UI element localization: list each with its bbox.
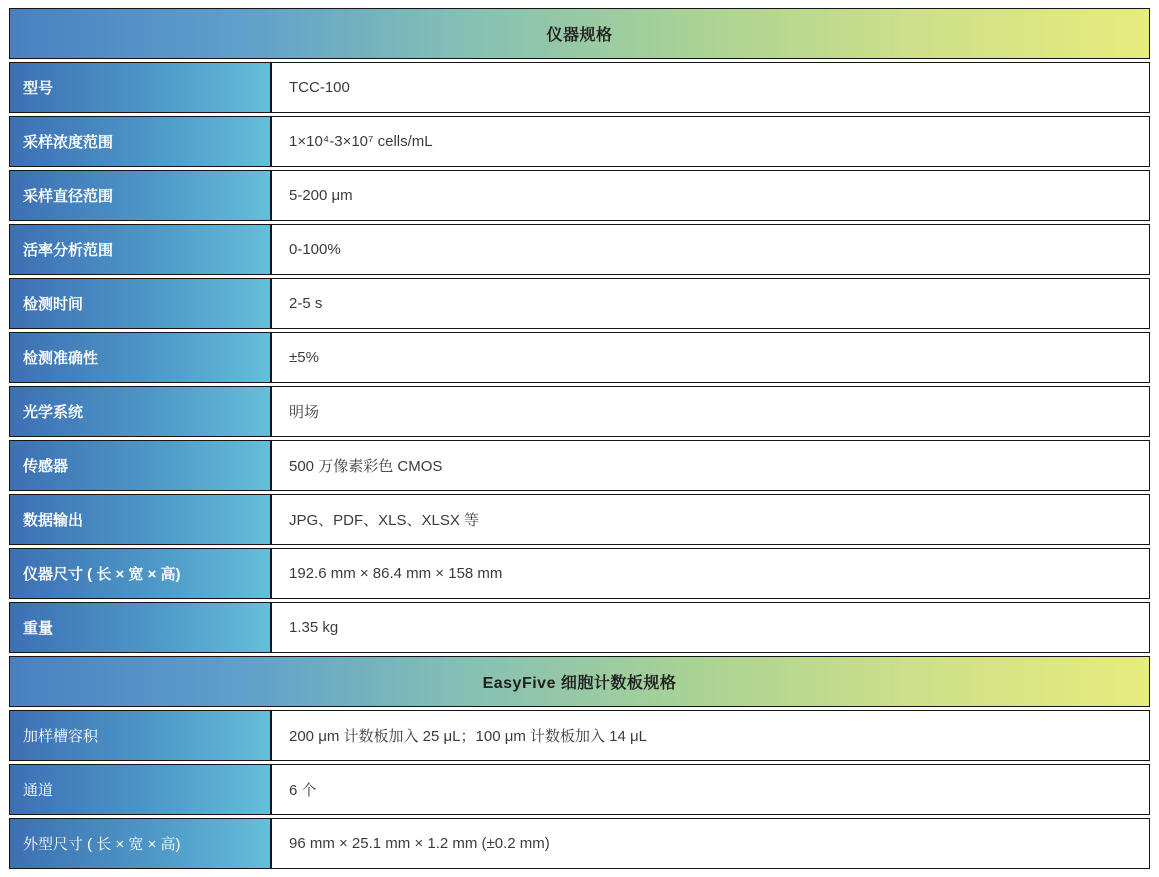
spec-value: 96 mm × 25.1 mm × 1.2 mm (±0.2 mm) — [271, 818, 1150, 869]
spec-value: 1.35 kg — [271, 602, 1150, 653]
spec-value: JPG、PDF、XLS、XLSX 等 — [271, 494, 1150, 545]
spec-value: 0-100% — [271, 224, 1150, 275]
spec-value: 200 μm 计数板加入 25 μL；100 μm 计数板加入 14 μL — [271, 710, 1150, 761]
spec-label: 光学系统 — [9, 386, 271, 437]
spec-label: 重量 — [9, 602, 271, 653]
spec-label: 型号 — [9, 62, 271, 113]
spec-row — [9, 710, 1150, 761]
spec-row — [9, 332, 1150, 383]
spec-label: 传感器 — [9, 440, 271, 491]
spec-row — [9, 170, 1150, 221]
spec-row — [9, 62, 1150, 113]
spec-value: ±5% — [271, 332, 1150, 383]
section-header: 仪器规格 — [9, 8, 1150, 59]
spec-row — [9, 278, 1150, 329]
spec-label: 外型尺寸 ( 长 × 宽 × 高) — [9, 818, 271, 869]
spec-row — [9, 602, 1150, 653]
spec-value: 500 万像素彩色 CMOS — [271, 440, 1150, 491]
spec-label: 数据输出 — [9, 494, 271, 545]
spec-value: 5-200 μm — [271, 170, 1150, 221]
spec-row — [9, 116, 1150, 167]
spec-label: 检测准确性 — [9, 332, 271, 383]
spec-row — [9, 386, 1150, 437]
spec-label: 检测时间 — [9, 278, 271, 329]
spec-row — [9, 224, 1150, 275]
spec-value: 1×10⁴-3×10⁷ cells/mL — [271, 116, 1150, 167]
spec-label: 通道 — [9, 764, 271, 815]
spec-label: 仪器尺寸 ( 长 × 宽 × 高) — [9, 548, 271, 599]
spec-label: 加样槽容积 — [9, 710, 271, 761]
spec-value: 6 个 — [271, 764, 1150, 815]
spec-label: 采样浓度范围 — [9, 116, 271, 167]
spec-value: 2-5 s — [271, 278, 1150, 329]
section-header: EasyFive 细胞计数板规格 — [9, 656, 1150, 707]
spec-row — [9, 548, 1150, 599]
spec-value: TCC-100 — [271, 62, 1150, 113]
spec-table — [9, 8, 1150, 869]
spec-label: 活率分析范围 — [9, 224, 271, 275]
spec-row — [9, 818, 1150, 869]
spec-row — [9, 440, 1150, 491]
spec-row — [9, 494, 1150, 545]
spec-row — [9, 764, 1150, 815]
spec-label: 采样直径范围 — [9, 170, 271, 221]
spec-value: 明场 — [271, 386, 1150, 437]
spec-value: 192.6 mm × 86.4 mm × 158 mm — [271, 548, 1150, 599]
